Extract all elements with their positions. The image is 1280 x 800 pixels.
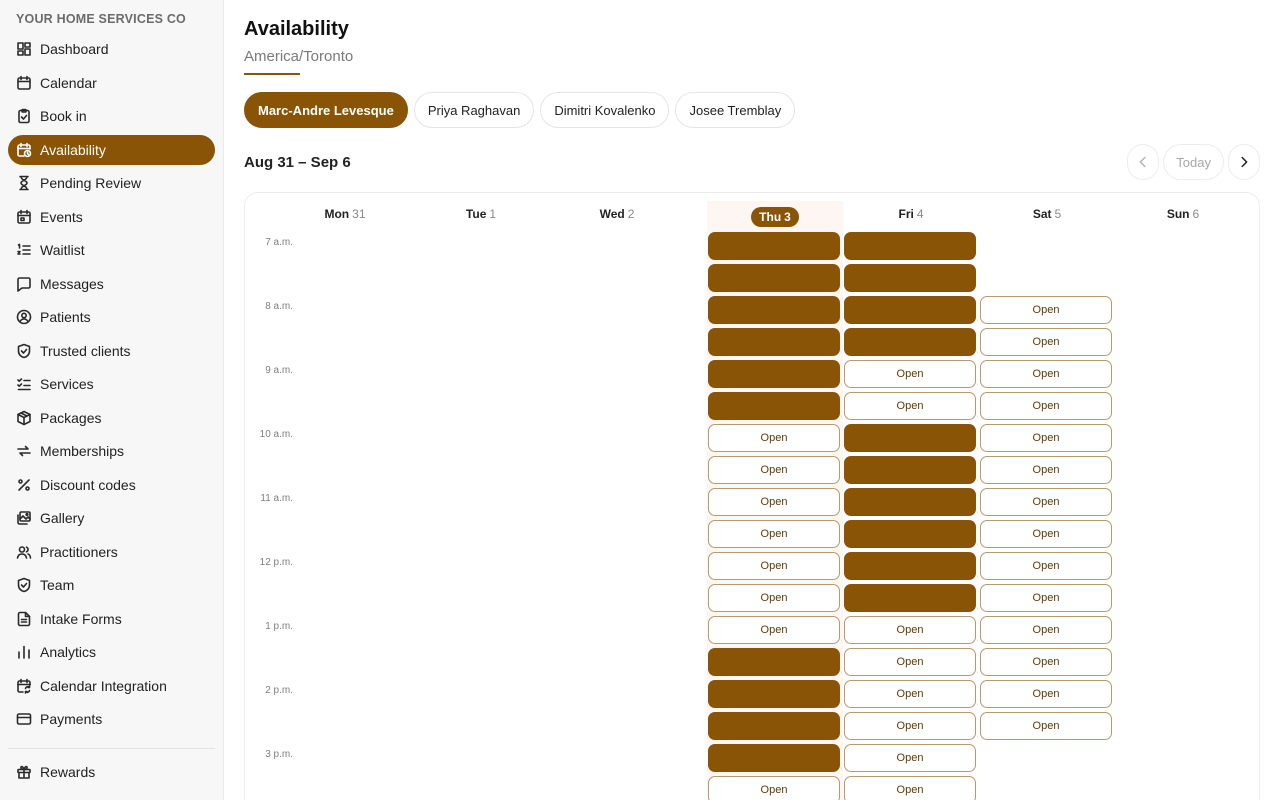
sidebar-item-gallery[interactable] [8, 503, 215, 533]
open-slot[interactable]: Open [708, 776, 840, 800]
day-name: Thu [759, 210, 782, 224]
booked-slot[interactable] [708, 232, 840, 260]
today-button[interactable]: Today [1163, 144, 1224, 180]
day-header-fri [843, 207, 979, 221]
sidebar-item-label: Trusted clients [40, 342, 131, 359]
booked-slot[interactable] [708, 712, 840, 740]
chevron-right-icon [1237, 155, 1251, 169]
hourglass-icon [16, 175, 32, 191]
open-slot[interactable]: Open [980, 648, 1112, 676]
chevron-left-icon [1136, 155, 1150, 169]
week-navigation [1127, 144, 1260, 180]
percent-icon [16, 477, 32, 493]
booked-slot[interactable] [708, 264, 840, 292]
open-slot[interactable]: Open [708, 456, 840, 484]
open-slot[interactable]: Open [980, 456, 1112, 484]
booked-slot[interactable] [844, 584, 976, 612]
time-label: 1 p.m. [265, 621, 293, 632]
open-slot[interactable]: Open [980, 296, 1112, 324]
open-slot[interactable]: Open [980, 360, 1112, 388]
booked-slot[interactable] [708, 744, 840, 772]
sidebar-item-label: Book in [40, 108, 87, 124]
day-header-thu [707, 207, 843, 227]
day-number: 4 [916, 207, 924, 221]
day-name: Mon [324, 207, 350, 221]
gift-icon [16, 764, 32, 780]
next-week-button[interactable] [1228, 144, 1260, 180]
open-slot[interactable]: Open [980, 616, 1112, 644]
sidebar-item-team[interactable] [8, 570, 215, 600]
sidebar-item-messages[interactable] [8, 269, 215, 299]
calendar-sync-icon [16, 678, 32, 694]
open-slot[interactable]: Open [980, 488, 1112, 516]
sidebar-item-label: Pending Review [40, 175, 142, 191]
sidebar-item-label: Services [40, 376, 94, 392]
calendar-clock-icon [16, 142, 32, 158]
time-label: 8 a.m. [265, 301, 293, 312]
sidebar-item-label: Calendar Integration [40, 677, 167, 694]
sidebar-item-label: Discount codes [40, 476, 136, 493]
day-name: Sat [1032, 207, 1052, 221]
practitioner-chip[interactable]: Dimitri Kovalenko [540, 92, 669, 128]
day-header-mon [277, 207, 413, 221]
time-label: 11 a.m. [260, 493, 293, 504]
page-title: Availability [244, 18, 349, 40]
practitioner-chip[interactable]: Josee Tremblay [675, 92, 795, 128]
booked-slot[interactable] [844, 296, 976, 324]
clipboard-icon [16, 108, 32, 124]
open-slot[interactable]: Open [980, 584, 1112, 612]
booked-slot[interactable] [708, 296, 840, 324]
day-number: 3 [784, 210, 791, 224]
sidebar-item-label: Events [40, 208, 83, 225]
sidebar-item-intake-forms[interactable] [8, 604, 215, 634]
sidebar-item-calendar-integration[interactable] [8, 671, 215, 701]
open-slot[interactable]: Open [980, 328, 1112, 356]
sidebar-item-dashboard[interactable] [8, 34, 215, 64]
sidebar-item-analytics[interactable] [8, 637, 215, 667]
users-icon [16, 544, 32, 560]
booked-slot[interactable] [844, 456, 976, 484]
sidebar-item-label: Memberships [40, 443, 125, 459]
open-slot[interactable]: Open [708, 552, 840, 580]
sidebar [0, 0, 224, 800]
day-name: Sun [1166, 207, 1190, 221]
booked-slot[interactable] [844, 232, 976, 260]
sidebar-item-label: Rewards [40, 764, 96, 780]
sidebar-item-waitlist[interactable] [8, 235, 215, 265]
open-slot[interactable]: Open [844, 680, 976, 708]
day-name: Tue [465, 207, 487, 221]
booked-slot[interactable] [708, 392, 840, 420]
sidebar-nav [8, 34, 215, 738]
booked-slot[interactable] [844, 552, 976, 580]
sidebar-item-memberships[interactable] [8, 436, 215, 466]
open-slot[interactable]: Open [980, 520, 1112, 548]
previous-week-button[interactable] [1127, 144, 1159, 180]
open-slot[interactable]: Open [844, 712, 976, 740]
sidebar-item-label: Practitioners [40, 543, 118, 560]
day-number: 31 [352, 207, 366, 221]
time-label: 3 p.m. [265, 749, 293, 760]
booked-slot[interactable] [844, 424, 976, 452]
open-slot[interactable]: Open [844, 744, 976, 772]
sidebar-item-label: Calendar [40, 74, 97, 91]
open-slot[interactable]: Open [980, 712, 1112, 740]
calendar-icon [16, 75, 32, 91]
booked-slot[interactable] [844, 520, 976, 548]
open-slot[interactable]: Open [844, 392, 976, 420]
time-label: 12 p.m. [259, 557, 293, 568]
open-slot[interactable]: Open [708, 616, 840, 644]
sidebar-item-label: Waitlist [40, 242, 85, 258]
package-icon [16, 410, 32, 426]
shield-check-icon [16, 577, 32, 593]
sidebar-item-label: Availability [40, 141, 106, 158]
sidebar-item-book-in[interactable] [8, 101, 215, 131]
booked-slot[interactable] [708, 680, 840, 708]
sidebar-item-trusted-clients[interactable] [8, 336, 215, 366]
time-label: 7 a.m. [265, 237, 293, 248]
sidebar-item-practitioners[interactable] [8, 537, 215, 567]
day-name: Wed [599, 207, 625, 221]
gallery-icon [16, 510, 32, 526]
open-slot[interactable]: Open [980, 424, 1112, 452]
open-slot[interactable]: Open [844, 360, 976, 388]
sidebar-item-events[interactable] [8, 202, 215, 232]
time-label: 10 a.m. [259, 429, 293, 440]
booked-slot[interactable] [708, 328, 840, 356]
open-slot[interactable]: Open [980, 392, 1112, 420]
shield-check-icon [16, 343, 32, 359]
timezone-tab-underline [244, 73, 300, 75]
sidebar-item-calendar[interactable] [8, 68, 215, 98]
sidebar-item-payments[interactable] [8, 704, 215, 734]
brand-name: YOUR HOME SERVICES CO [16, 12, 186, 26]
day-number: 1 [489, 207, 497, 221]
day-header-sun [1115, 207, 1251, 221]
main-content [224, 0, 1280, 800]
open-slot[interactable]: Open [708, 488, 840, 516]
sidebar-item-rewards[interactable] [8, 757, 215, 787]
sidebar-divider [8, 748, 215, 749]
day-number: 5 [1054, 207, 1062, 221]
practitioner-chip[interactable]: Marc-Andre Levesque [244, 92, 408, 128]
sidebar-item-availability[interactable] [8, 135, 215, 165]
time-label: 2 p.m. [265, 685, 293, 696]
day-number: 6 [1192, 207, 1200, 221]
list-ordered-icon [16, 242, 32, 258]
day-header-sat [979, 207, 1115, 221]
dashboard-icon [16, 41, 32, 57]
sidebar-item-label: Dashboard [40, 41, 109, 57]
open-slot[interactable]: Open [708, 584, 840, 612]
checklist-icon [16, 376, 32, 392]
booked-slot[interactable] [844, 328, 976, 356]
sidebar-item-services[interactable] [8, 369, 215, 399]
calendar-event-icon [16, 209, 32, 225]
sidebar-item-label: Analytics [40, 644, 97, 660]
file-text-icon [16, 611, 32, 627]
day-number: 2 [627, 207, 635, 221]
open-slot[interactable]: Open [844, 776, 976, 800]
sidebar-item-discount-codes[interactable] [8, 470, 215, 500]
booked-slot[interactable] [708, 360, 840, 388]
sidebar-item-label: Team [40, 577, 75, 593]
open-slot[interactable]: Open [844, 648, 976, 676]
timezone-tab[interactable]: America/Toronto [244, 48, 354, 65]
sidebar-item-label: Payments [40, 711, 103, 727]
day-header-wed [549, 207, 685, 221]
sidebar-item-label: Patients [40, 309, 91, 325]
practitioner-selector [244, 92, 795, 128]
week-calendar [244, 192, 1260, 800]
date-range-label: Aug 31 – Sep 6 [244, 154, 351, 171]
sidebar-nav-bottom [8, 757, 215, 791]
day-header-tue [413, 207, 549, 221]
credit-card-icon [16, 711, 32, 727]
open-slot[interactable]: Open [844, 616, 976, 644]
user-circle-icon [16, 309, 32, 325]
sidebar-item-label: Gallery [40, 510, 85, 526]
message-icon [16, 276, 32, 292]
open-slot[interactable]: Open [980, 680, 1112, 708]
open-slot[interactable]: Open [708, 520, 840, 548]
sidebar-item-label: Intake Forms [40, 610, 122, 627]
sidebar-item-label: Messages [40, 275, 104, 292]
repeat-icon [16, 443, 32, 459]
booked-slot[interactable] [708, 648, 840, 676]
bar-chart-icon [16, 644, 32, 660]
sidebar-item-pending-review[interactable] [8, 168, 215, 198]
open-slot[interactable]: Open [980, 552, 1112, 580]
practitioner-chip[interactable]: Priya Raghavan [414, 92, 535, 128]
time-label: 9 a.m. [265, 365, 293, 376]
day-name: Fri [898, 207, 914, 221]
sidebar-item-label: Packages [40, 409, 102, 426]
open-slot[interactable]: Open [708, 424, 840, 452]
sidebar-item-patients[interactable] [8, 302, 215, 332]
booked-slot[interactable] [844, 264, 976, 292]
sidebar-item-packages[interactable] [8, 403, 215, 433]
booked-slot[interactable] [844, 488, 976, 516]
